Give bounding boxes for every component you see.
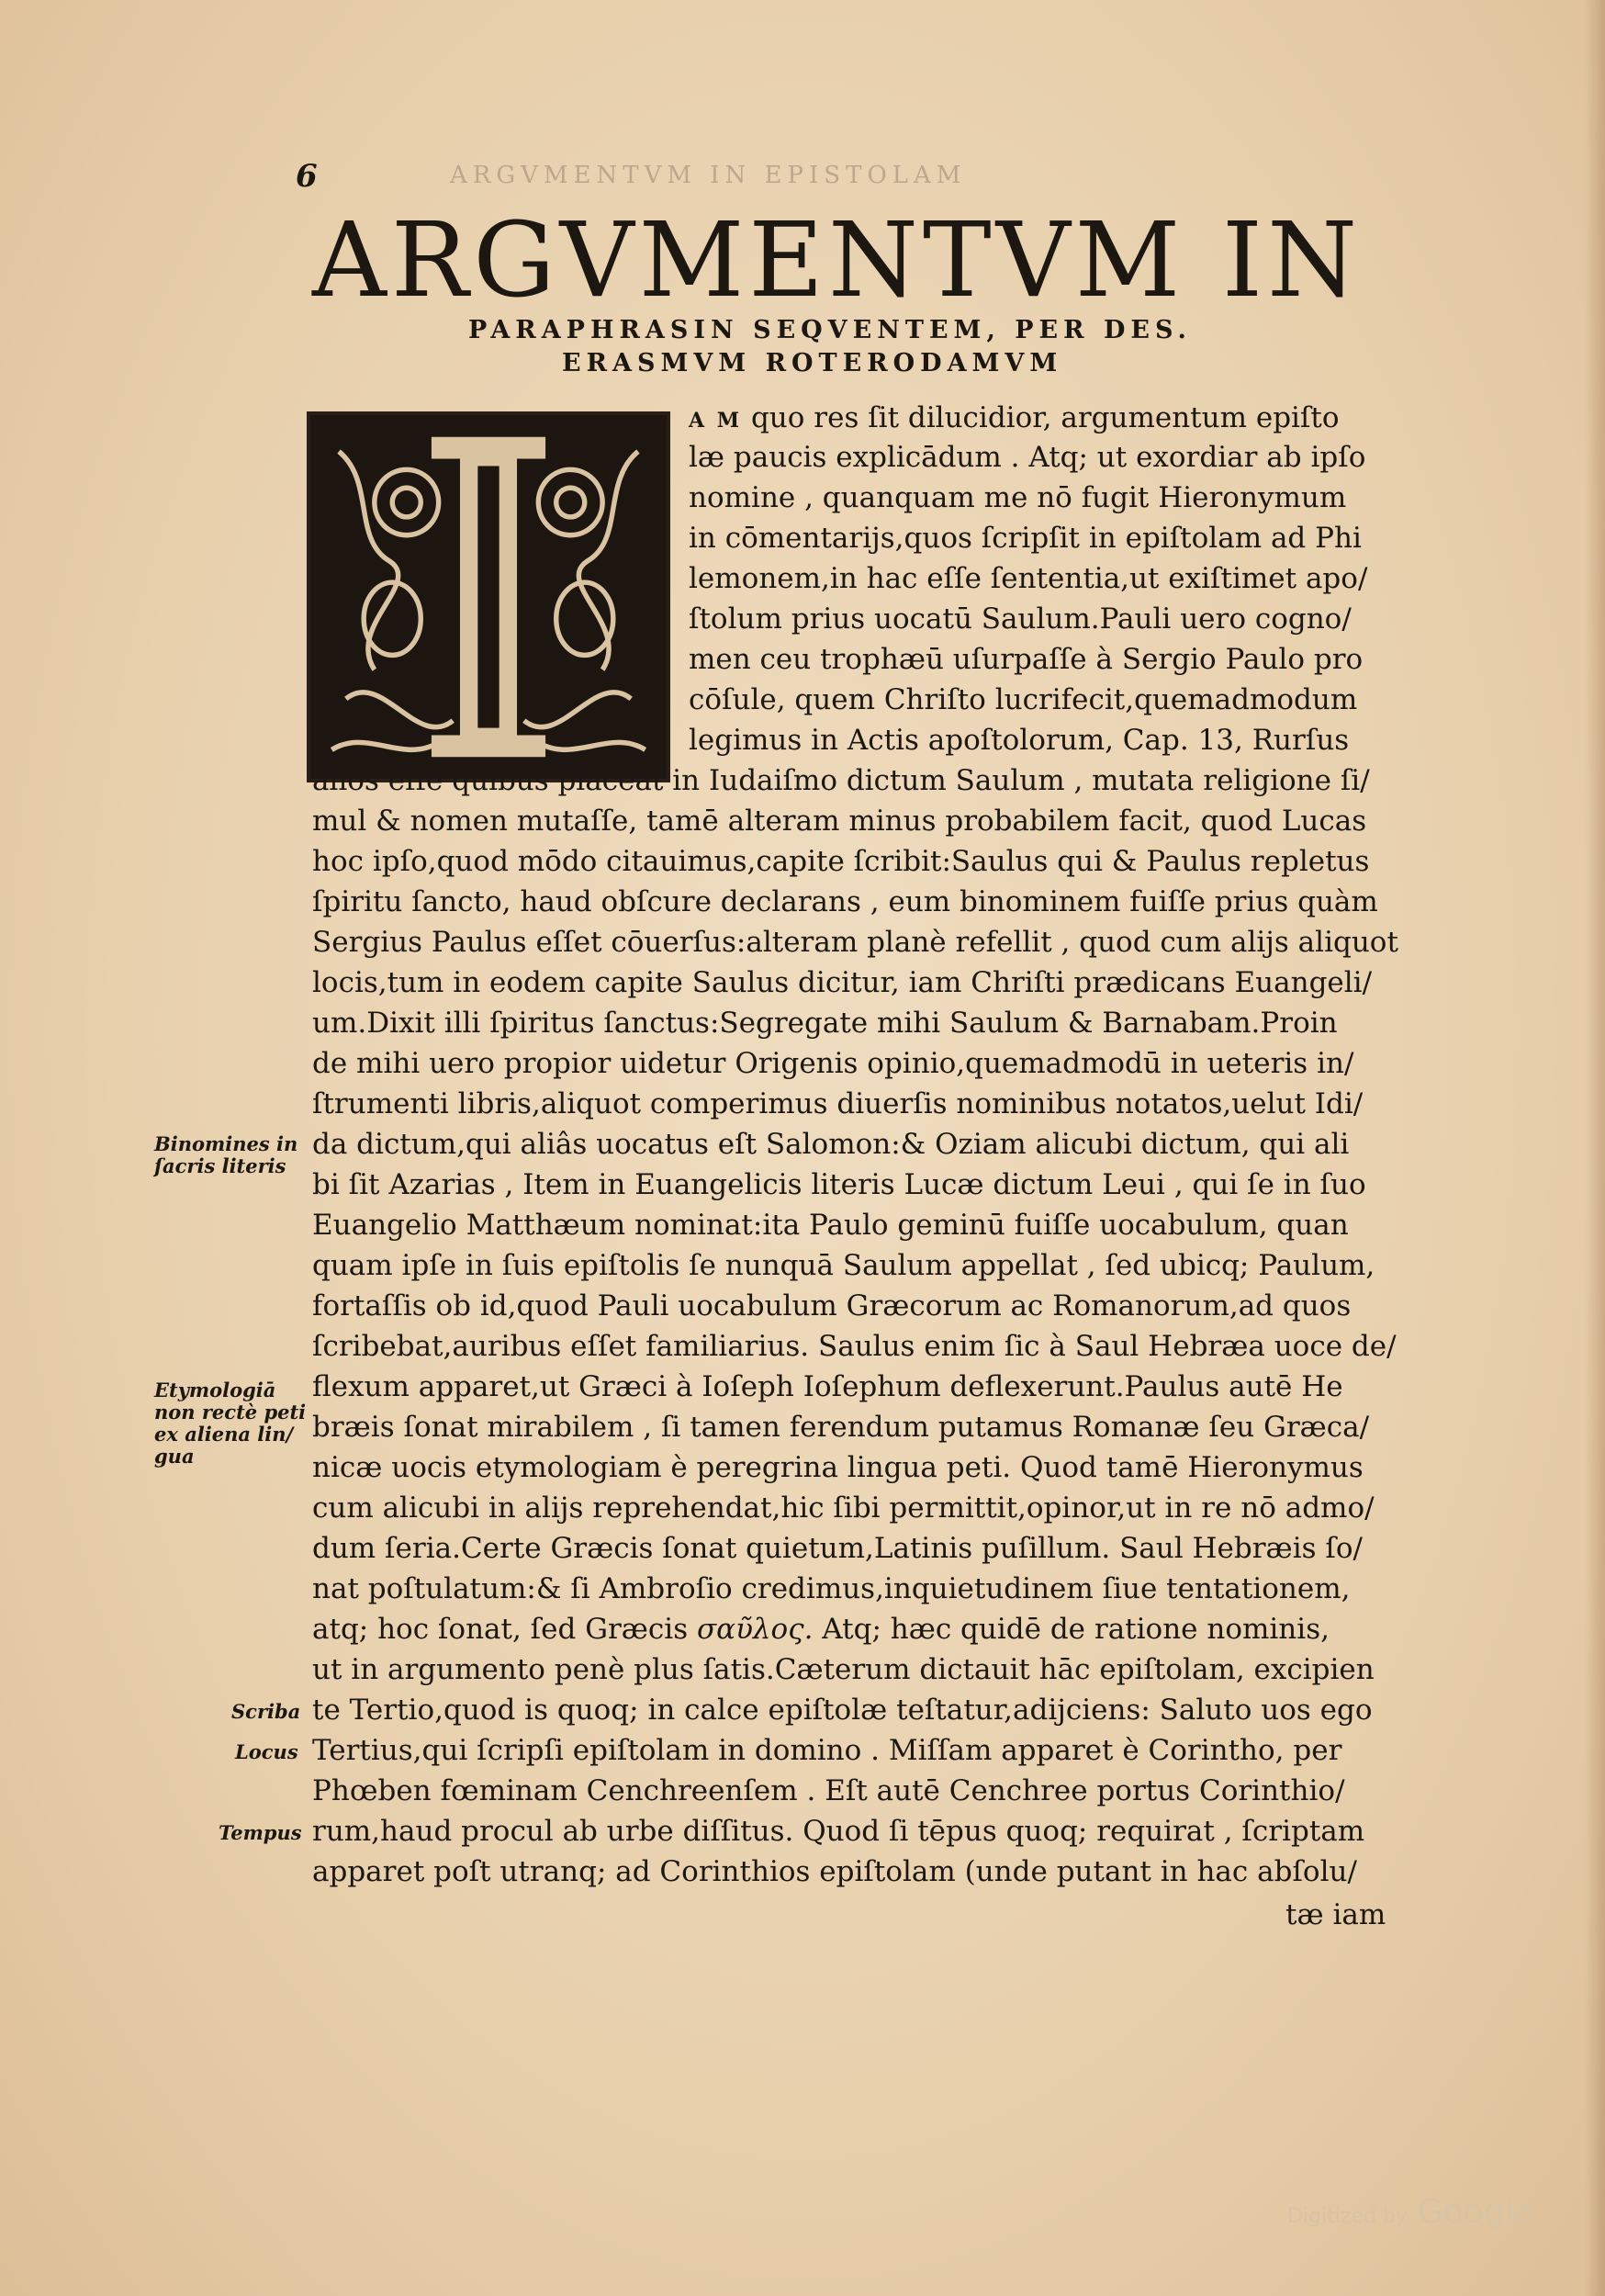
digitized-watermark [1287,2193,1534,2231]
text-line: nat poſtulatum:& ſi Ambroſio credimus,inquietudinem ſiue tentationem, [312,1572,1351,1605]
text-line: ut in argumento penè plus ſatis.Cæterum dictauit hāc epiſtolam, excipien [312,1653,1375,1686]
text-line: bi ſit Azarias , Item in Euangelicis literis Lucæ dictum Leui , qui ſe in ſuo [312,1168,1366,1201]
text-span: Atq; hæc quidē de ratione nominis, [822,1613,1330,1646]
marginal-note-binomines [154,1133,297,1177]
text-line: cum alicubi in alijs reprehendat,hic ſibi permittit,opinor,ut in re nō admo/ [312,1491,1375,1525]
text-line [312,1615,1330,1644]
text-line: flexum apparet,ut Græci à Ioſeph Ioſephum deflexerunt.Paulus autē He [312,1370,1343,1403]
text-line: quam ipſe in ſuis epiſtolis ſe nunquā Saulum appellat , ſed ubicq; Paulum, [312,1249,1375,1282]
text-span: atq; hoc ſonat, ſed Græcis [312,1613,689,1646]
text-line: de mihi uero propior uidetur Origenis opinio,quemadmodū in ueteris in/ [312,1047,1354,1080]
text-line: cōſule, quem Chriſto lucrifecit,quemadmodum [689,683,1358,716]
note-line: ſacris literis [154,1154,286,1178]
text-span: quo res ſit dilucidior, argumentum epiſto [750,401,1340,434]
text-line: ſtolum prius uocatū Saulum.Pauli uero cogno/ [689,602,1352,636]
text-line: Euangelio Matthæum nominat:ita Paulo geminū fuiſſe uocabulum, quan [312,1209,1349,1242]
marginal-note-locus: Locus [235,1740,298,1763]
text-line [689,401,1340,434]
marginal-note-scriba: Scriba [231,1700,301,1723]
text-line: læ paucis explicādum . Atq; ut exordiar ab ipſo [689,441,1366,474]
text-line: bræis ſonat mirabilem , ſi tamen ferendum putamus Romanæ ſeu Græca/ [312,1411,1370,1444]
subtitle-line-1: PARAPHRASIN SEQVENTEM, PER DES. [468,316,1192,344]
note-line: Binomines in [154,1132,298,1155]
text-line: ſcribebat,auribus eſſet familiarius. Saulus enim ſic à Saul Hebræa uoce de/ [312,1330,1397,1363]
text-line: Sergius Paulus eſſet cōuerſus:alteram planè refellit , quod cum alijs aliquot [312,926,1398,959]
text-line: hoc ipſo,quod mōdo citauimus,capite ſcribit:Saulus qui & Paulus repletus [312,845,1370,878]
text-line: apparet poſt utranq; ad Corinthios epiſtolam (unde putant in hac abſolu/ [312,1855,1357,1888]
text-smallcaps: A M [689,409,743,433]
page-number: 6 [296,158,318,195]
text-line: ſpiritu ſancto, haud obſcure declarans , eum binominem fuiſſe prius quàm [312,885,1378,918]
marginal-note-tempus: Tempus [219,1821,302,1844]
text-line: nicæ uocis etymologiam è peregrina lingua peti. Quod tamē Hieronymus [312,1451,1364,1484]
text-line: lemonem,in hac eſſe ſententia,ut exiſtimet apo/ [689,562,1368,595]
text-line: Tertius,qui ſcripſi epiſtolam in domino . Miſſam apparet è Corintho, per [312,1734,1342,1767]
text-line: nomine , quanquam me nō fugit Hieronymum [689,481,1347,514]
watermark-prefix: Digitized by [1287,2205,1408,2228]
text-line: dum ſeria.Certe Græcis ſonat quietum,Latinis puſillum. Saul Hebræis ſo/ [312,1532,1363,1565]
text-line: in cōmentarijs,quos ſcripſit in epiſtolam ad Phi [689,522,1362,555]
subtitle-line-2: ERASMVM ROTERODAMVM [562,349,1063,377]
text-line: ſtrumenti libris,aliquot comperimus diuerſis nominibus notatos,uelut Idi/ [312,1087,1364,1120]
page-title: ARGVMENTVM IN [312,201,1363,321]
watermark-brand: Google [1417,2193,1534,2231]
decorated-initial-icon [307,411,670,782]
note-line: Etymologiā [154,1379,276,1401]
text-line: legimus in Actis apoſtolorum, Cap. 13, Rurſus [689,724,1350,757]
bleed-through-text: ARGVMENTVM IN EPISTOLAM [450,162,967,189]
text-line: men ceu trophæū uſurpaſſe à Sergio Paulo pro [689,643,1364,676]
note-line: gua [154,1445,195,1469]
text-line: Phœben fœminam Cenchreenſem . Eſt autē Cenchree portus Corinthio/ [312,1774,1345,1807]
text-line: fortaſſis ob id,quod Pauli uocabulum Græcorum ac Romanorum,ad quos [312,1289,1352,1322]
catchword: tæ iam [1285,1898,1386,1931]
text-line: um.Dixit illi ſpiritus ſanctus:Segregate mihi Saulum & Barnabam.Proin [312,1007,1338,1040]
marginal-note-etymologia [154,1379,306,1469]
page-edge-shadow [1585,0,1605,2296]
text-line: alios eſſe quibus placeat in Iudaiſmo dictum Saulum , mutata religione ſi/ [312,764,1370,797]
text-line: mul & nomen mutaſſe, tamē alteram minus probabilem facit, quod Lucas [312,805,1367,838]
note-line: ex aliena lin/ [154,1423,294,1446]
text-line: da dictum,qui aliâs uocatus eſt Salomon:& Oziam alicubi dictum, qui ali [312,1128,1350,1161]
text-line: locis,tum in eodem capite Saulus dicitur, iam Chriſti prædicans Euangeli/ [312,966,1373,999]
text-line: rum,haud procul ab urbe diſſitus. Quod ſi tēpus quoq; requirat , ſcriptam [312,1815,1365,1848]
text-line: te Tertio,quod is quoq; in calce epiſtolæ teſtatur,adijciens: Saluto uos ego [312,1694,1373,1727]
note-line: non rectè peti [154,1401,307,1424]
greek-word: σαῦλος. [696,1613,814,1646]
